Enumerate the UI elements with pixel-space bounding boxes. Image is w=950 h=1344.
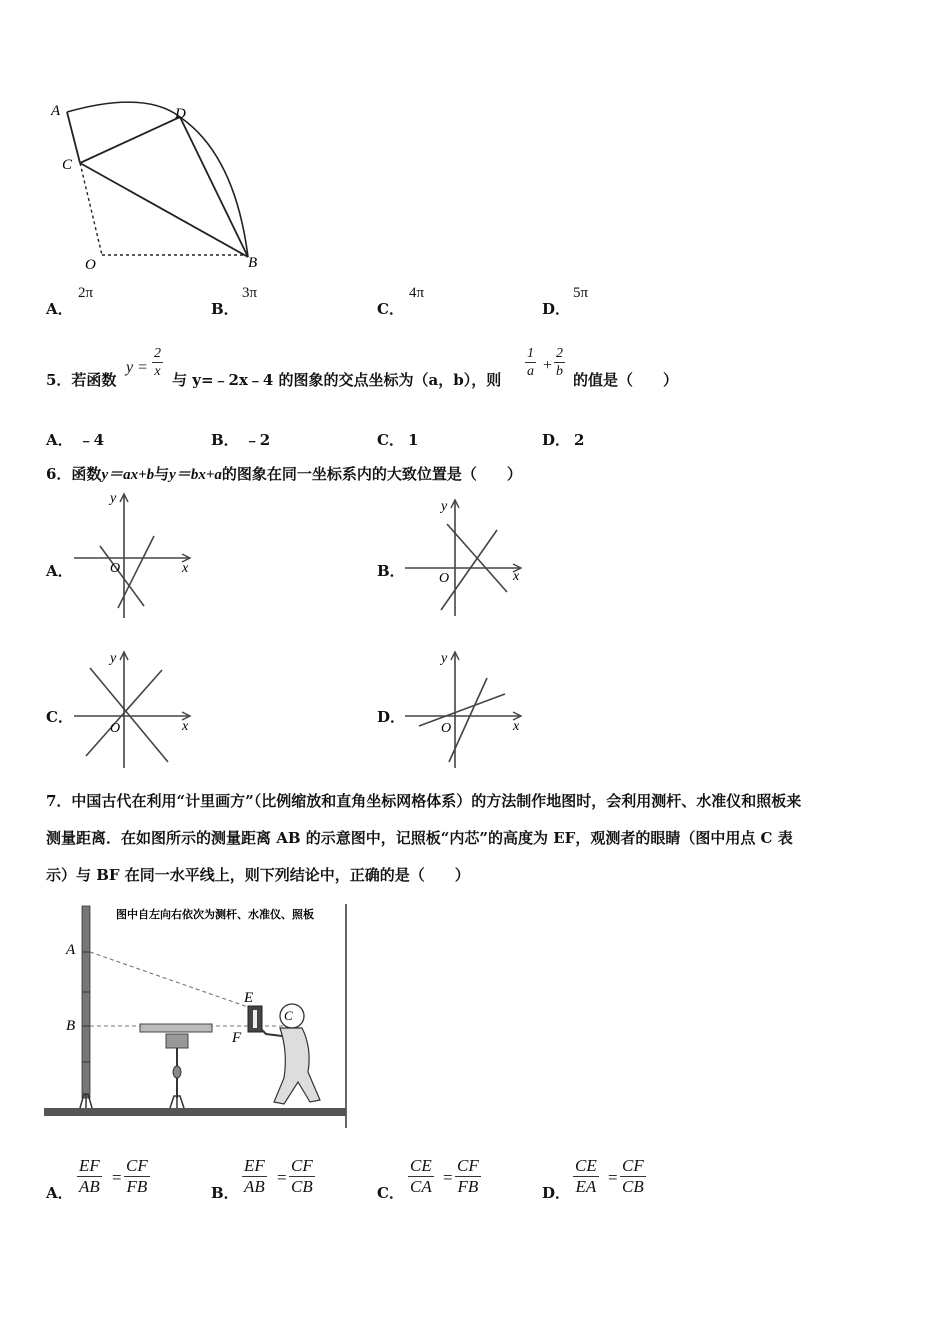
- q6-graph-d[interactable]: [403, 648, 527, 772]
- q7-line-1: 7．中国古代在利用“计里画方”（比例缩放和直角坐标网格体系）的方法制作地图时，会利用测杆、水准仪和照板来: [46, 792, 802, 810]
- segment-DB: [180, 117, 248, 257]
- option-letter: C．: [377, 431, 404, 449]
- q7-line-3: 示）与 BF 在同一水平线上，则下列结论中，正确的是（ ）: [46, 866, 470, 884]
- q5-option-d[interactable]: [542, 429, 584, 450]
- option-letter: A．: [46, 431, 73, 449]
- label-A: A: [66, 942, 76, 958]
- q5-plus: +: [543, 357, 553, 374]
- q7-d-frac-left: [573, 1156, 599, 1197]
- frac-denominator: AB: [244, 1177, 265, 1196]
- frac-denominator: EA: [575, 1177, 597, 1196]
- q6-option-d[interactable]: [377, 706, 405, 727]
- q6-formula-2: y＝bx+a: [169, 467, 222, 483]
- label-B: B: [248, 255, 258, 271]
- q5-option-c[interactable]: [377, 429, 418, 450]
- axis-label-x: x: [513, 719, 520, 734]
- line-1: [419, 694, 505, 726]
- option-letter: D．: [542, 300, 571, 318]
- option-letter: A．: [46, 300, 73, 318]
- frac-numerator: 2: [154, 346, 161, 361]
- label-D: D: [175, 106, 186, 122]
- label-F: F: [232, 1030, 242, 1046]
- q6-graph-a[interactable]: [72, 490, 196, 620]
- observer-body: [274, 1028, 320, 1104]
- frac-numerator: CF: [126, 1156, 148, 1175]
- q6-graph-b[interactable]: [403, 496, 527, 620]
- option-letter: A．: [46, 562, 73, 580]
- option-letter: B．: [211, 1184, 239, 1202]
- option-letter: B．: [211, 300, 239, 318]
- sight-line-AE: [90, 952, 248, 1007]
- q5-frac-1-over-a: [525, 345, 536, 380]
- frac-numerator: 2: [556, 346, 563, 361]
- frac-numerator: EF: [79, 1156, 100, 1175]
- q4-option-c-value: 4π: [409, 285, 425, 301]
- q6-question: [46, 463, 522, 484]
- axis-label-o: O: [110, 561, 121, 576]
- q7-a-equals: =: [112, 1168, 122, 1187]
- measuring-pole: [82, 906, 90, 1098]
- option-value: ﹣4: [78, 431, 105, 449]
- frac-numerator: 1: [527, 346, 534, 361]
- q5-option-b[interactable]: [211, 429, 270, 450]
- q4-option-c[interactable]: [377, 298, 404, 319]
- q5-middle: 与 y=﹣2x﹣4 的图象的交点坐标为（a，b），则: [172, 371, 502, 389]
- q5-frac-2-over-x: [152, 345, 163, 380]
- line-1: [90, 668, 168, 762]
- axis-label-y: y: [441, 651, 448, 666]
- axis-label-y: y: [110, 651, 117, 666]
- q7-c-frac-right: [455, 1156, 481, 1197]
- q5-frac-2-over-b: [554, 345, 565, 380]
- option-letter: D．: [542, 431, 571, 449]
- frac-denominator: a: [527, 364, 534, 379]
- q5-number: 5．若函数: [46, 371, 117, 389]
- q7-c-frac-left: [408, 1156, 434, 1197]
- q5-option-a[interactable]: [46, 429, 104, 450]
- segment-CO: [80, 163, 102, 255]
- q6-graph-c[interactable]: [72, 648, 196, 772]
- q7-d-equals: =: [608, 1168, 618, 1187]
- q7-c-equals: =: [443, 1168, 453, 1187]
- option-letter: C．: [46, 708, 73, 726]
- segment-CB: [80, 163, 248, 257]
- axis-label-x: x: [182, 719, 189, 734]
- figure-caption: 图中自左向右依次为测杆、水准仪、照板: [116, 908, 314, 921]
- surveying-figure: [44, 902, 350, 1130]
- option-letter: D．: [542, 1184, 571, 1202]
- line-1: [100, 546, 144, 606]
- arc-curve: [67, 102, 248, 257]
- q7-d-frac-right: [620, 1156, 646, 1197]
- segment-AC: [67, 112, 80, 163]
- frac-denominator: CB: [291, 1177, 313, 1196]
- q6-mid: 与: [154, 465, 170, 483]
- label-A: A: [51, 103, 61, 119]
- q6-prefix: 6．函数: [46, 465, 102, 483]
- frac-denominator: x: [154, 364, 161, 379]
- q6-option-c[interactable]: [46, 706, 73, 727]
- option-letter: B．: [211, 431, 239, 449]
- q4-option-d-value: 5π: [573, 285, 589, 301]
- q4-option-a-value: 2π: [78, 285, 94, 301]
- level-knob: [173, 1066, 181, 1078]
- axis-label-y: y: [110, 491, 117, 506]
- axis-label-x: x: [182, 561, 189, 576]
- option-letter: C．: [377, 1184, 404, 1202]
- frac-numerator: EF: [244, 1156, 265, 1175]
- q7-line-2: 测量距离．在如图所示的测量距离 AB 的示意图中，记照板“内芯”的高度为 EF，观测者的眼睛（图中用点 C 表: [46, 829, 793, 847]
- q7-a-frac-right: [124, 1156, 150, 1197]
- q7-option-a[interactable]: [46, 1182, 73, 1203]
- q4-option-d[interactable]: [542, 298, 570, 319]
- option-letter: C．: [377, 300, 404, 318]
- q4-option-b-value: 3π: [242, 285, 258, 301]
- label-C: C: [62, 157, 73, 173]
- q6-suffix: 的图象在同一坐标系内的大致位置是（ ）: [221, 465, 522, 483]
- axis-label-o: O: [439, 571, 450, 586]
- q7-b-frac-left: [242, 1156, 267, 1197]
- axis-label-x: x: [513, 569, 520, 584]
- q4-option-a[interactable]: [46, 298, 73, 319]
- q4-option-b[interactable]: [211, 298, 239, 319]
- segment-CD: [80, 117, 180, 163]
- option-letter: B．: [377, 562, 405, 580]
- q7-b-frac-right: [289, 1156, 315, 1197]
- q7-option-c[interactable]: [377, 1182, 404, 1203]
- q5-tail: 的值是（ ）: [573, 371, 679, 389]
- frac-numerator: CF: [291, 1156, 313, 1175]
- q6-option-b[interactable]: [377, 560, 405, 581]
- option-letter: A．: [46, 1184, 73, 1202]
- frac-denominator: FB: [126, 1177, 148, 1196]
- ground: [44, 1108, 346, 1116]
- frac-denominator: AB: [79, 1177, 100, 1196]
- frac-numerator: CE: [575, 1156, 597, 1175]
- option-value: 2: [574, 431, 585, 449]
- axis-label-y: y: [441, 499, 448, 514]
- q6-formula-1: y＝ax+b: [101, 467, 155, 483]
- q7-option-b[interactable]: [211, 1182, 239, 1203]
- option-value: 1: [407, 431, 419, 449]
- q7-a-frac-left: [77, 1156, 102, 1197]
- frac-denominator: CB: [622, 1177, 644, 1196]
- level-bar: [140, 1024, 212, 1032]
- option-letter: D．: [377, 708, 406, 726]
- observer-arm: [262, 1030, 282, 1036]
- frac-numerator: CF: [457, 1156, 479, 1175]
- board-inner: [253, 1010, 257, 1028]
- axis-label-o: O: [110, 721, 121, 736]
- label-E: E: [244, 990, 254, 1006]
- q5-y-eq: y =: [126, 359, 148, 376]
- frac-numerator: CF: [622, 1156, 644, 1175]
- arc-sector-figure: [45, 95, 275, 275]
- frac-denominator: CA: [410, 1177, 432, 1196]
- level-head: [166, 1034, 188, 1048]
- frac-denominator: b: [556, 364, 563, 379]
- label-C: C: [284, 1008, 293, 1023]
- q6-option-a[interactable]: [46, 560, 73, 581]
- axis-label-o: O: [441, 721, 452, 736]
- level-foot: [170, 1096, 184, 1108]
- label-B: B: [66, 1018, 76, 1034]
- q7-option-d[interactable]: [542, 1182, 570, 1203]
- q7-b-equals: =: [277, 1168, 287, 1187]
- label-O: O: [85, 257, 96, 273]
- frac-denominator: FB: [457, 1177, 479, 1196]
- option-value: ﹣2: [244, 431, 271, 449]
- frac-numerator: CE: [410, 1156, 432, 1175]
